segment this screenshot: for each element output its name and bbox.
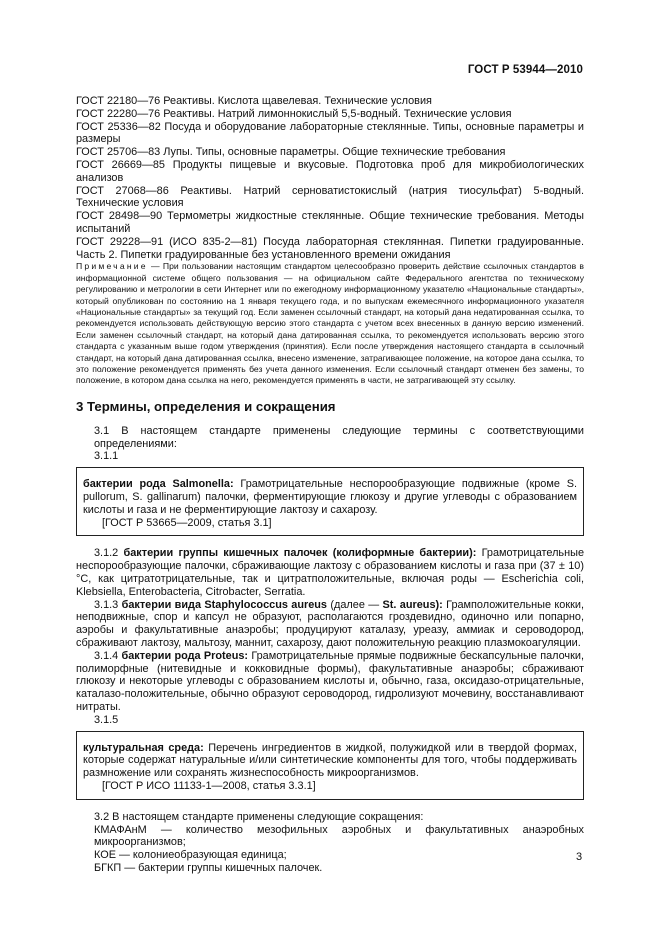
definition-text: Грамотрицательные неспорообразующие подвижные (кроме S. pullorum, S. gallinarum) палочки, ферментирующие глюкозу и другие углеводы с образованием кислоты и газа и не ферментирующие лактозу и сахарозу.	[83, 478, 577, 516]
note-label: Примечание	[76, 261, 148, 272]
definition-box-salmonella	[76, 467, 584, 536]
definition-text: Грамотрицательные прямые подвижные бескапсульные палочки, полиморфные (нитевидные и кокковидные формы), факультативные анаэробы; сбраживают глюкозу и некоторые углеводы с образованием кислоты и, обычно, газа, оксидазо-отрицательные, каталазо-положительные, обычно образуют сероводород, гидролизуют мочевину, восстанавливают нитраты.	[76, 649, 584, 713]
definition-culture-medium	[83, 742, 577, 780]
term-proteus: бактерии рода Proteus:	[121, 649, 249, 662]
clause-3-1-4	[76, 650, 584, 714]
term-staphylococcus: бактерии вида Staphylococcus aureus	[121, 598, 327, 611]
reference-item: ГОСТ 22180—76 Реактивы. Кислота щавелевая. Технические условия	[76, 95, 432, 107]
definition-salmonella	[83, 478, 577, 516]
reference-item: ГОСТ 28498—90 Термометры жидкостные стеклянные. Общие технические требования. Методы испытаний	[76, 210, 584, 235]
definition-box-culture-medium	[76, 731, 584, 800]
page-content	[76, 95, 584, 875]
definition-text: Перечень ингредиентов в жидкой, полужидкой или в твердой формах, которые содержат натуральные и/или синтетические компоненты для того, чтобы поддерживать размножение или сохранять жизнеспособность микроорганизмов.	[83, 741, 577, 780]
definition-source: [ГОСТ Р 53665—2009, статья 3.1]	[102, 516, 272, 529]
reference-item: ГОСТ 29228—91 (ИСО 835-2—81) Посуда лабораторная стеклянная. Пипетки градуированные. Часть 2. Пипетки градуированные без установленного времени ожидания	[76, 235, 584, 261]
definition-text: Грамположительные кокки, неподвижные, спор и капсул не образуют, располагаются гроздевидно, одиночно или попарно, аэробы и факультативные анаэробы; продуцируют каталазу, уреазу, аммиак и сероводород, сбраживают лактозу, мальтозу, маннит, сахарозу, дают положительную реакцию плазмокоагуляции.	[76, 598, 584, 649]
note-paragraph	[76, 261, 584, 386]
note-text: — При пользовании настоящим стандартом целесообразно проверить действие ссылочных стандартов в информационной системе общего пользования — на официальном сайте Федерального агентства по техническому регулированию и метрологии в сети Интернет или по ежегодному информационному указателю «Национальные стандарты», который опубликован по состоянию на 1 января текущего года, и по выпускам ежемесячного информационного указателя «Национальные стандарты» за текущий год. Если заменен ссылочный стандарт, на который дана недатированная ссылка, то рекомендуется использовать действующую версию этого стандарта с учетом всех внесенных в данную версию изменений. Если заменен ссылочный стандарт, на который дана датированная ссылка, то рекомендуется использовать версию этого стандарта с указанным выше годом утверждения (принятия). Если после утверждения настоящего стандарта в ссылочный стандарт, на который дана датированная ссылка, внесено изменение, затрагивающее положение, на которое дана ссылка, то это положение рекомендуется применять без учета данного изменения. Если ссылочный стандарт отменен без замены, то положение, в котором дана ссылка на него, рекомендуется применять в части, не затрагивающей эту ссылку.	[76, 261, 584, 386]
abbreviation-item: КМАФАнМ — количество мезофильных аэробных и факультативных анаэробных микроорганизмов;	[94, 823, 584, 849]
term-culture-medium: культуральная среда:	[83, 741, 204, 754]
paragraph-3-2: 3.2 В настоящем стандарте применены следующие сокращения:	[94, 810, 424, 823]
abbreviation-item: КОЕ — колониеобразующая единица;	[94, 849, 287, 862]
reference-item: ГОСТ 27068—86 Реактивы. Натрий серноватистокислый (натрия тиосульфат) 5-водный. Технические условия	[76, 184, 584, 210]
clause-number: 3.1.4	[94, 649, 119, 662]
reference-item: ГОСТ 26669—85 Продукты пищевые и вкусовые. Подготовка проб для микробиологических анализов	[76, 158, 584, 184]
clause-3-1-2	[76, 547, 584, 598]
reference-item: ГОСТ 25706—83 Лупы. Типы, основные параметры. Общие технические требования	[76, 146, 506, 159]
paragraph-3-1: 3.1 В настоящем стандарте применены следующие термины с соответствующими определениями:	[94, 424, 584, 450]
term-coliform: бактерии группы кишечных палочек (колиформные бактерии):	[123, 547, 477, 560]
definition-text: Грамотрицательные неспорообразующие палочки, сбраживающие лактозу с образованием кислоты и газа при (37 ± 10) °С, как цитратотрицательные, так и цитратположительные, включая роды — Escherichia coli, Klebsiella, Enterobacteria, Citrobacter, Serratia.	[76, 547, 585, 598]
clause-number-3-1-1: 3.1.1	[94, 450, 119, 463]
clause-number: 3.1.3	[94, 598, 119, 611]
definition-source: [ГОСТ Р ИСО 11133-1—2008, статья 3.3.1]	[102, 779, 316, 792]
normative-references-list	[76, 95, 584, 261]
clause-number: 3.1.2	[94, 547, 119, 560]
page-number: 3	[576, 851, 583, 863]
term-connector: (далее —	[327, 598, 383, 611]
term-salmonella: бактерии рода Salmonella:	[83, 478, 234, 491]
reference-item: ГОСТ 22280—76 Реактивы. Натрий лимоннокислый 5,5-водный. Технические условия	[76, 107, 512, 120]
abbreviation-item: БГКП — бактерии группы кишечных палочек.	[94, 861, 323, 874]
clause-number-3-1-5: 3.1.5	[94, 713, 119, 726]
term-st-aureus: St. aureus):	[382, 598, 443, 611]
document-id-header: ГОСТ Р 53944—2010	[467, 64, 583, 76]
clause-3-1-3	[76, 599, 584, 650]
reference-item: ГОСТ 25336—82 Посуда и оборудование лабораторные стеклянные. Типы, основные параметры и размеры	[76, 120, 584, 146]
section-heading: 3 Термины, определения и сокращения	[76, 398, 336, 414]
